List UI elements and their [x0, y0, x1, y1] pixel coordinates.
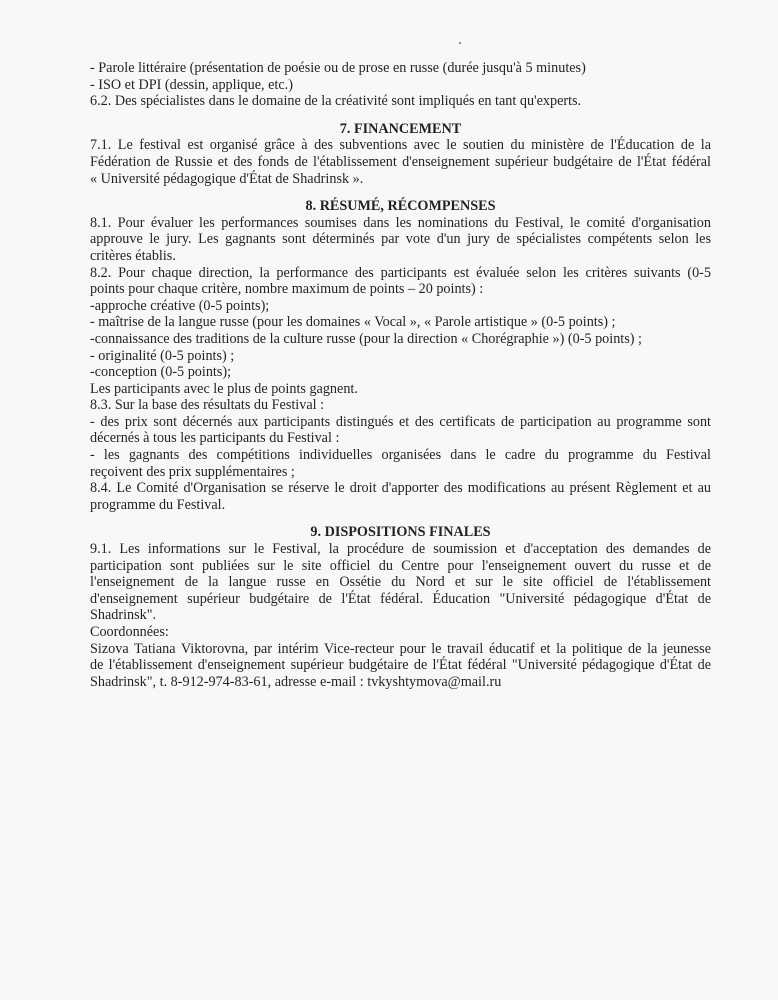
contact-label: Coordonnées:: [90, 624, 169, 640]
intro-line: - Parole littéraire (présentation de poésie ou de prose en russe (durée jusqu'à 5 minutes): [90, 60, 586, 76]
section-heading: 8. RÉSUMÉ, RÉCOMPENSES: [305, 198, 496, 215]
paragraph-line: 7.1. Le festival est organisé grâce à des subventions avec le soutien du ministère de l'Éducation de la: [90, 137, 711, 154]
paragraph-line: participation sont publiées sur le site officiel du Centre pour l'enseignement ouvert du russe et de: [90, 557, 711, 574]
paragraph-line: - les gagnants des compétitions individuelles organisées dans le cadre du programme du Festival: [90, 447, 711, 464]
list-item: -conception (0-5 points);: [90, 364, 232, 381]
paragraph-line: reçoivent des prix supplémentaires ;: [90, 463, 295, 480]
section-dispositions-finales: [90, 524, 711, 690]
intro-line: 6.2. Des spécialistes dans le domaine de la créativité sont impliqués en tant qu'experts.: [90, 93, 582, 110]
list-item: -connaissance des traditions de la culture russe (pour la direction « Chorégraphie ») (0-5 points) ;: [90, 330, 642, 347]
section-financement: [90, 121, 711, 187]
paragraph-line: Shadrinsk".: [90, 607, 157, 624]
paragraph-line: approuve le jury. Les gagnants sont déterminés par vote d'un jury de spécialistes compétents selon les: [90, 231, 711, 248]
paragraph-line: Les participants avec le plus de points gagnent.: [90, 380, 358, 397]
paragraph-line: décernés à tous les participants du Festival :: [90, 430, 340, 447]
list-item: - originalité (0-5 points) ;: [90, 347, 235, 364]
contact-line: Shadrinsk", t. 8-912-974-83-61, adresse e-mail : tvkyshtymova@mail.ru: [90, 673, 502, 690]
paragraph-line: points pour chaque critère, nombre maximum de points – 20 points) :: [90, 281, 484, 298]
scan-speck: [459, 42, 461, 44]
contact-line: Sizova Tatiana Viktorovna, par intérim Vice-recteur pour le travail éducatif et la politique de la jeunesse: [90, 640, 711, 657]
paragraph-line: - des prix sont décernés aux participants distingués et des certificats de participation au programme sont: [90, 413, 711, 430]
paragraph-line: 8.1. Pour évaluer les performances soumises dans les nominations du Festival, le comité d'organisation: [90, 214, 711, 231]
paragraph-line: 8.3. Sur la base des résultats du Festival :: [90, 397, 325, 414]
contact-line: de l'établissement d'enseignement supérieur budgétaire de l'État fédéral "Université pédagogique d'État de: [90, 657, 711, 674]
paragraph-line: 8.4. Le Comité d'Organisation se réserve le droit d'apporter des modifications au présent Règlement et au: [90, 480, 711, 497]
paragraph-line: Fédération de Russie et des fonds de l'établissement d'enseignement supérieur budgétaire de l'État fédéral: [90, 153, 711, 170]
section-heading: 7. FINANCEMENT: [339, 120, 462, 137]
paragraph-line: « Université pédagogique d'État de Shadrinsk ».: [90, 170, 364, 187]
intro-line: - ISO et DPI (dessin, applique, etc.): [90, 76, 293, 93]
intro-block: [90, 60, 711, 110]
document-body: [90, 60, 711, 690]
list-item: -approche créative (0-5 points);: [90, 297, 270, 314]
paragraph-line: l'enseignement de la langue russe en Ossétie du Nord et sur le site officiel de l'établissement: [90, 574, 711, 591]
paragraph-line: programme du Festival.: [90, 496, 226, 513]
section-heading: 9. DISPOSITIONS FINALES: [310, 524, 491, 541]
section-resume-recompenses: [90, 198, 711, 513]
paragraph-line: critères établis.: [90, 247, 176, 264]
list-item: - maîtrise de la langue russe (pour les domaines « Vocal », « Parole artistique » (0-5 points) ;: [90, 314, 616, 331]
paragraph-line: 8.2. Pour chaque direction, la performance des participants est évaluée selon les critères suivants (0-5: [90, 264, 711, 281]
paragraph-line: 9.1. Les informations sur le Festival, la procédure de soumission et d'acceptation des demandes de: [90, 541, 711, 558]
paragraph-line: d'enseignement supérieur budgétaire de l'État fédéral. Éducation "Université pédagogique d'État de: [90, 590, 711, 607]
